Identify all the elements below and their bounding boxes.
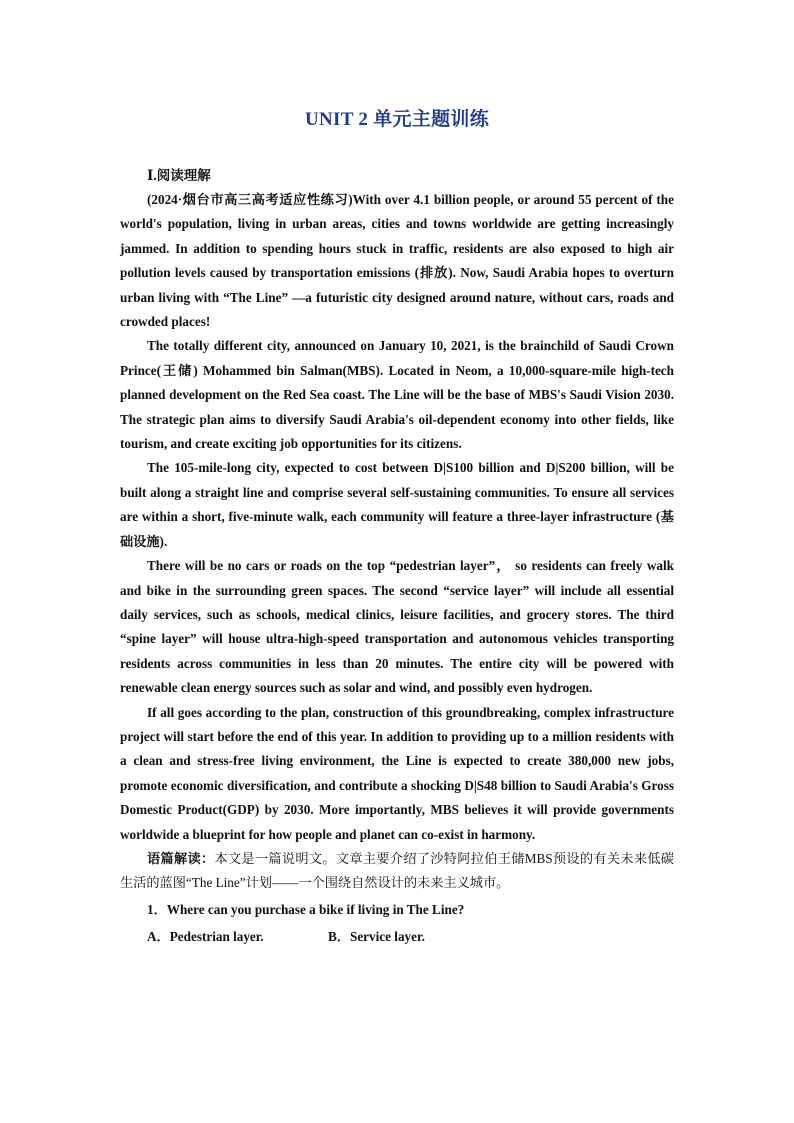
section-heading: Ⅰ.阅读理解 (147, 168, 211, 183)
question-1-options (120, 923, 674, 950)
page-title: UNIT 2 单元主题训练 (304, 109, 490, 130)
passage-analysis (120, 847, 674, 896)
option-b[interactable] (328, 923, 425, 950)
reading-passage (120, 188, 674, 950)
option-a[interactable] (147, 923, 328, 950)
passage-paragraph-1: (2024·烟台市高三高考适应性练习)With over 4.1 billion people, or around 55 percent of the world's population, living in urban areas, cities and towns worldwide are getting increasingly jammed. In addition to spending hours stuck in traffic, residents are also exposed to high air pollution levels caused by transportation emissions (排放). Now, Saudi Arabia hopes to overturn urban living with “The Line” —a futuristic city designed around nature, without cars, roads and crowded places! (120, 192, 674, 330)
passage-paragraph-2: The totally different city, announced on January 10, 2021, is the brainchild of Saudi Crown Prince(王储) Mohammed bin Salman(MBS). Located in Neom, a 10,000-square-mile high-tech planned development on the Red Sea coast. The Line will be the base of MBS's Saudi Vision 2030. The strategic plan aims to diversify Saudi Arabia's oil-dependent economy into other fields, like tourism, and create exciting job opportunities for its citizens. (120, 338, 674, 452)
analysis-text: 本文是一篇说明文。文章主要介绍了沙特阿拉伯王储MBS预设的有关未来低碳生活的蓝图“The Line”计划——一个围绕自然设计的未来主义城市。 (120, 850, 674, 891)
option-b-text: Service layer. (349, 928, 425, 944)
question-text: Where can you purchase a bike if living in The Line? (166, 901, 465, 917)
option-a-text: Pedestrian layer. (169, 928, 264, 944)
question-number: 1． (147, 901, 167, 917)
question-1 (120, 896, 674, 923)
passage-paragraph-4: There will be no cars or roads on the top “pedestrian layer”， so residents can freely walk and bike in the surrounding green spaces. The second “service layer” will include all essential daily services, such as schools, medical clinics, leisure facilities, and grocery stores. The third “spine layer” will house ultra-high-speed transportation and autonomous vehicles transporting residents across communities in less than 20 minutes. The entire city will be powered with renewable clean energy sources such as solar and wind, and possibly even hydrogen. (120, 558, 674, 696)
passage-paragraph-5: If all goes according to the plan, construction of this groundbreaking, complex infrastructure project will start before the end of this year. In addition to providing up to a million residents with a clean and stress-free living environment, the Line is expected to create 380,000 new jobs, promote economic diversification, and contribute a shocking D|S48 billion to Saudi Arabia's Gross Domestic Product(GDP) by 2030. More importantly, MBS believes it will provide governments worldwide a blueprint for how people and planet can co-exist in harmony. (120, 704, 674, 842)
analysis-label: 语篇解读： (147, 850, 215, 866)
option-a-letter: A． (147, 928, 170, 944)
passage-paragraph-3: The 105-mile-long city, expected to cost between D|S100 billion and D|S200 billion, will be built along a straight line and comprise several self-sustaining communities. To ensure all services are within a short, five-minute walk, each community will feature a three-layer infrastructure (基础设施). (120, 460, 674, 549)
option-b-letter: B． (328, 928, 350, 944)
